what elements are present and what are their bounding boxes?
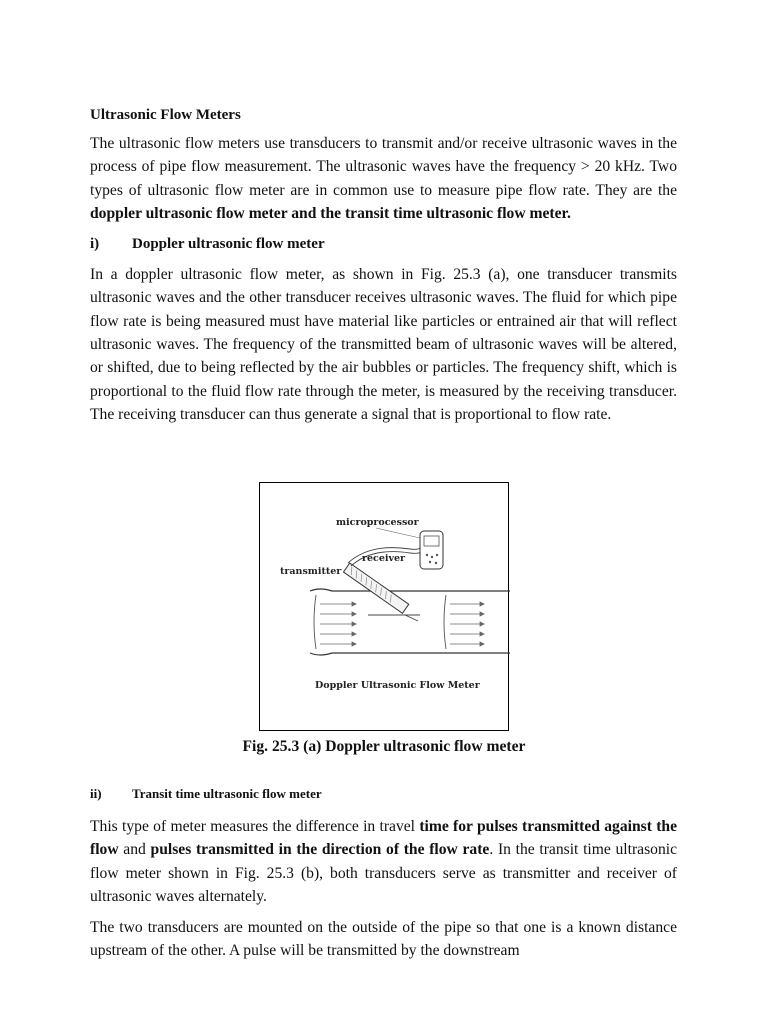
transit-paragraph-1 [90,815,677,908]
figure-inner-caption: Doppler Ultrasonic Flow Meter [315,680,480,691]
transit-title: Transit time ultrasonic flow meter [132,786,322,801]
section-title: Ultrasonic Flow Meters [90,107,241,123]
intro-bold-text: doppler ultrasonic flow meter and the transit time ultrasonic flow meter. [90,204,571,222]
transit-subheading [90,783,677,805]
doppler-diagram [260,483,510,732]
lower-text-block [90,770,677,963]
microprocessor-device [420,531,443,569]
pipe-top-wall [310,589,510,591]
transit-text-c: . In the transit time ultrasonic flow meter shown in Fig. 25.3 (b), both transducers serve as transmitter and receiver of ultrasonic waves alternately. [90,841,678,905]
label-transmitter: transmitter [280,566,342,577]
pipe-bottom-wall [310,653,510,655]
label-microprocessor: microprocessor [336,517,419,528]
doppler-subheading [90,233,677,255]
transit-number: ii) [90,786,102,801]
doppler-paragraph: In a doppler ultrasonic flow meter, as shown in Fig. 25.3 (a), one transducer transmits ultrasonic waves and the other transducer receives ultrasonic waves. The fluid for which pipe flow rate is being measured must have material like particles or entrained air that will reflect ultrasonic waves. The frequency of the transmitted beam of ultrasonic waves will be altered, or shifted, due to being reflected by the air bubbles or particles. The frequency shift, which is proportional to the fluid flow rate through the meter, is measured by the receiving transducer. The receiving transducer can thus generate a signal that is proportional to flow rate. [90,266,677,423]
transit-text-b: and [118,841,151,859]
transit-paragraph-2: The two transducers are mounted on the outside of the pipe so that one is a known distance upstream of the other. A pulse will be transmitted by the downstream [90,919,677,960]
flow-arrows-right [450,602,484,646]
transit-bold-a: time for pulses transmitted against the flow [90,818,677,859]
transit-bold-b: pulses transmitted in the direction of the flow rate [150,841,490,859]
upper-text-block [90,104,677,426]
doppler-title: Doppler ultrasonic flow meter [132,236,325,253]
transit-text-a: This type of meter measures the difference in travel [90,818,420,835]
intro-paragraph [90,132,677,225]
doppler-figure [259,482,509,731]
doppler-number: i) [90,236,100,253]
intro-text: The ultrasonic flow meters use transducers to transmit and/or receive ultrasonic waves in the process of pipe flow measurement. The ultrasonic waves have the frequency > 20 kHz. Two types of ultrasonic flow meter are in common use to measure pipe flow rate. They are the [90,135,677,199]
label-receiver: receiver [362,553,406,564]
flow-arrows-left [320,602,356,646]
figure-caption: Fig. 25.3 (a) Doppler ultrasonic flow meter [242,738,526,755]
